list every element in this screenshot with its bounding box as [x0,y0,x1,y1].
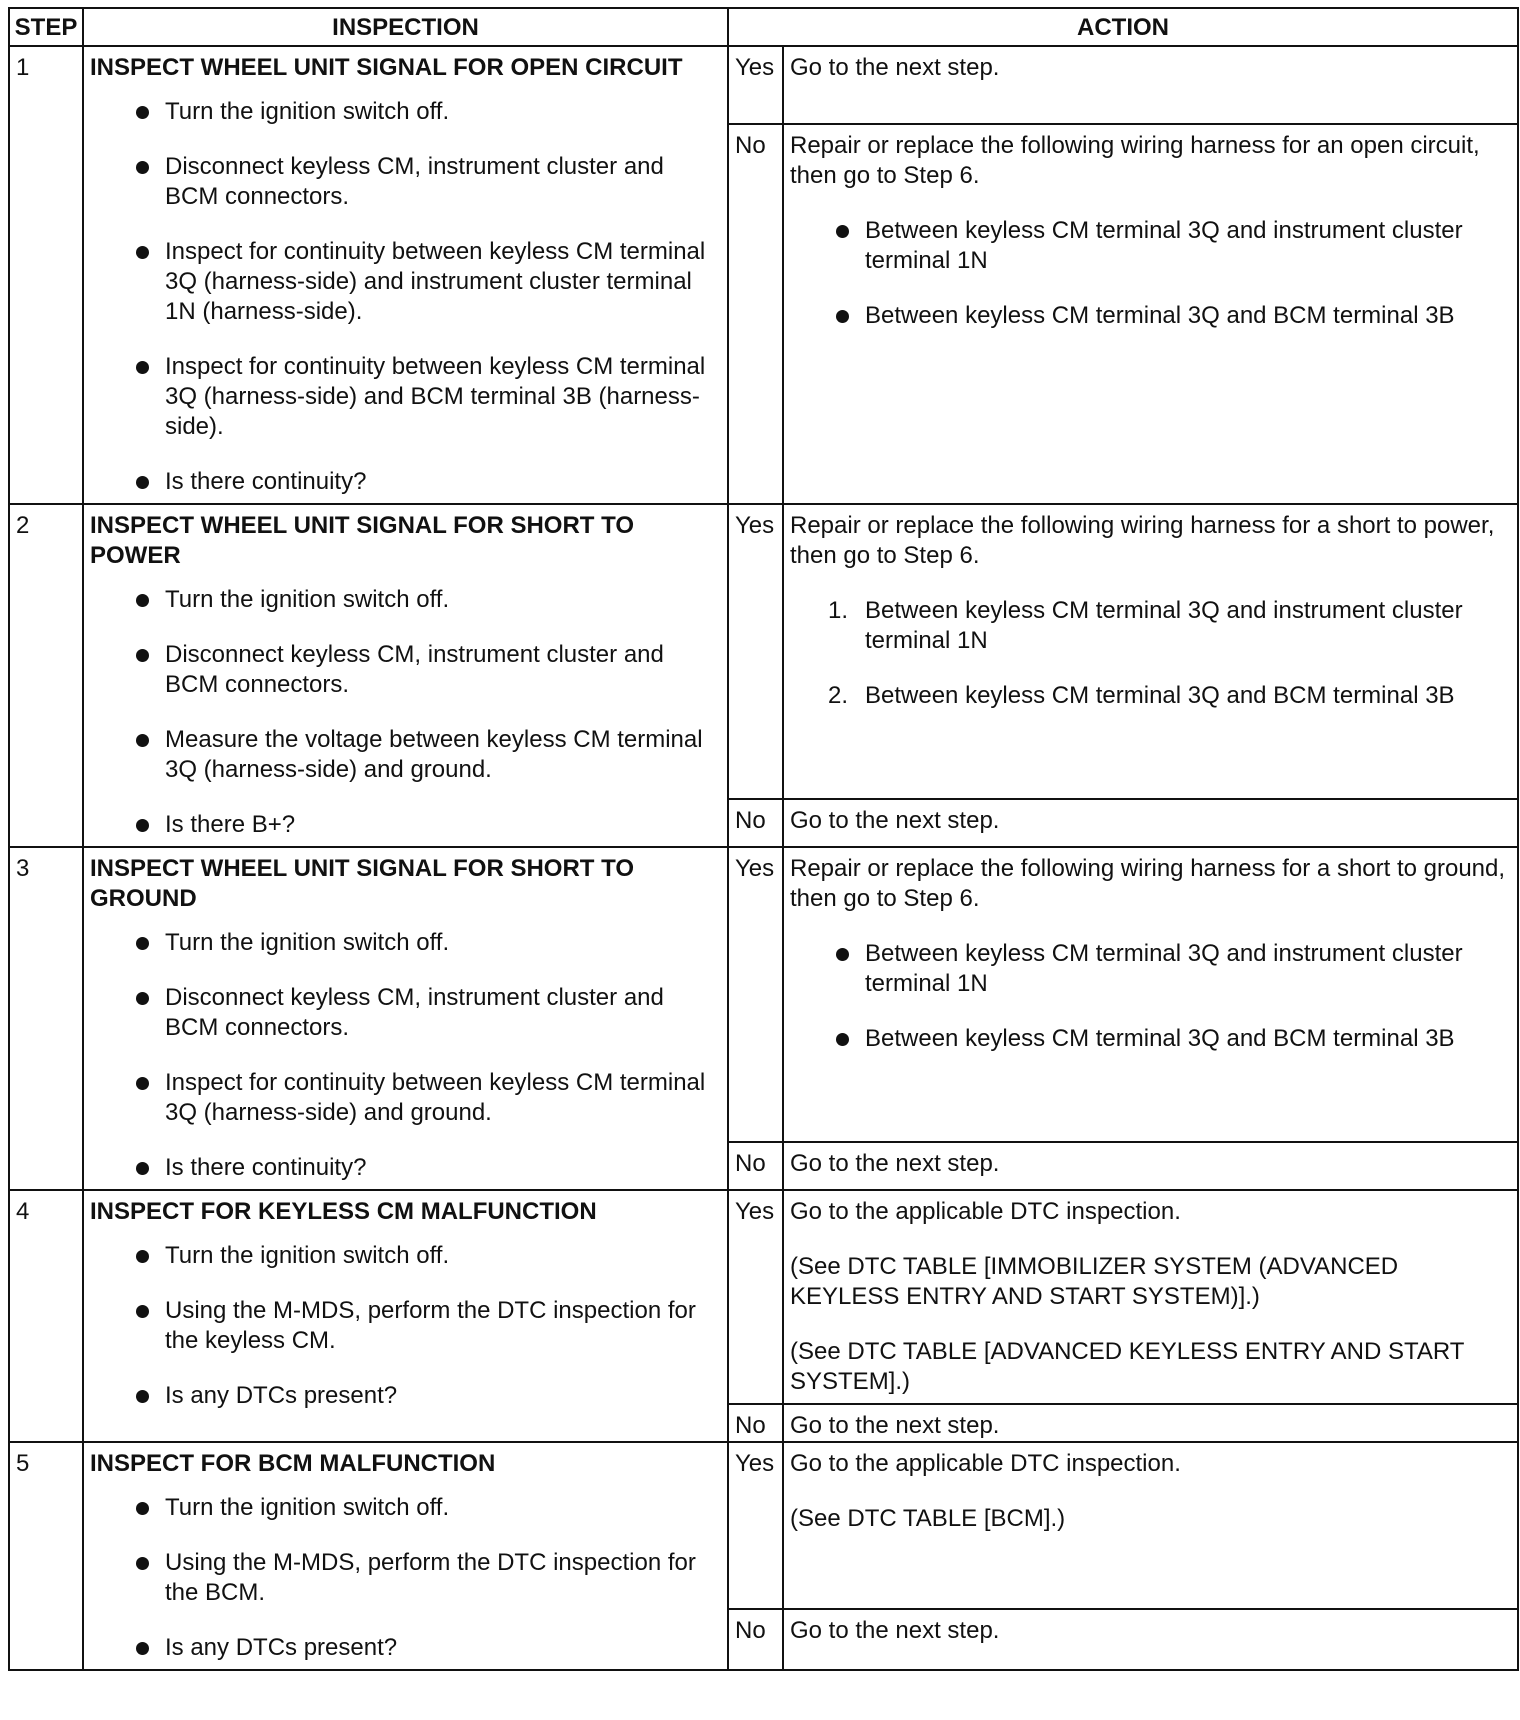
yes-action-cell: Go to the next step. [783,46,1518,124]
step-number: 3 [9,847,83,1190]
table-row [9,1442,1518,1609]
list-item: 1. Between keyless CM terminal 3Q and instrument cluster terminal 1N [828,597,1463,654]
step-number: 1 [9,46,83,504]
no-label: No [728,1609,783,1670]
table-row [9,1190,1518,1404]
step-number: 2 [9,504,83,847]
inspection-cell [83,46,728,504]
bullet-icon [136,819,149,832]
list-item: Between keyless CM terminal 3Q and instrument cluster terminal 1N [790,939,1511,999]
list-item: Turn the ignition switch off. [90,585,721,615]
list-item: Between keyless CM terminal 3Q and instrument cluster terminal 1N [790,216,1511,276]
bullet-icon [836,1033,849,1046]
bullet-icon [136,246,149,259]
bullet-icon [836,225,849,238]
no-action-cell: Go to the next step. [783,1404,1518,1442]
no-label: No [728,1404,783,1442]
yes-action-cell: Repair or replace the following wiring harness for a short to ground, then go to Step 6. Between keyless CM terminal 3Q and instrument cluster terminal 1N Between keyless CM terminal 3Q and BCM terminal 3B [783,847,1518,1142]
bullet-icon [136,649,149,662]
no-label: No [728,1142,783,1190]
bullet-icon [136,1557,149,1570]
list-item: Turn the ignition switch off. [90,928,721,958]
inspection-bullet-list [90,928,721,1183]
bullet-icon [136,1642,149,1655]
yes-label: Yes [728,504,783,799]
table-row [9,847,1518,1142]
bullet-icon [136,1250,149,1263]
list-item: Inspect for continuity between keyless CM terminal 3Q (harness-side) and BCM terminal 3B (harness-side). [90,352,721,442]
list-item: Between keyless CM terminal 3Q and BCM terminal 3B [790,301,1511,331]
action-numbered-list [790,596,1511,711]
inspection-cell [83,847,728,1190]
bullet-icon [136,361,149,374]
inspection-cell [83,1190,728,1442]
yes-label: Yes [728,46,783,124]
list-item: Inspect for continuity between keyless CM terminal 3Q (harness-side) and instrument cluster terminal 1N (harness-side). [90,237,721,327]
list-item: Turn the ignition switch off. [90,1241,721,1271]
list-item: Using the M-MDS, perform the DTC inspection for the BCM. [90,1548,721,1608]
bullet-icon [136,937,149,950]
action-column-header: ACTION [728,8,1518,46]
yes-label: Yes [728,1190,783,1404]
bullet-icon [136,106,149,119]
table-header-row [9,8,1518,46]
bullet-icon [136,594,149,607]
table-row [9,504,1518,799]
bullet-icon [136,476,149,489]
list-item: Using the M-MDS, perform the DTC inspection for the keyless CM. [90,1296,721,1356]
inspection-cell [83,504,728,847]
list-item: 2. Between keyless CM terminal 3Q and BCM terminal 3B [828,682,1455,709]
bullet-icon [136,1162,149,1175]
no-action-cell: Go to the next step. [783,1609,1518,1670]
list-item: Turn the ignition switch off. [90,97,721,127]
list-item: Disconnect keyless CM, instrument cluster and BCM connectors. [90,640,721,700]
inspection-title: INSPECT FOR KEYLESS CM MALFUNCTION [90,1198,597,1225]
list-item: Is there continuity? [90,467,721,497]
list-item: Disconnect keyless CM, instrument cluster and BCM connectors. [90,983,721,1043]
step-number: 4 [9,1190,83,1442]
bullet-icon [136,1390,149,1403]
list-item: Disconnect keyless CM, instrument cluster and BCM connectors. [90,152,721,212]
no-action-cell: Repair or replace the following wiring harness for an open circuit, then go to Step 6. Between keyless CM terminal 3Q and instrument cluster terminal 1N Between keyless CM terminal 3Q and BCM terminal 3B [783,124,1518,504]
action-bullet-list [790,939,1511,1054]
list-item: Inspect for continuity between keyless CM terminal 3Q (harness-side) and ground. [90,1068,721,1128]
bullet-icon [136,992,149,1005]
yes-action-cell: Go to the applicable DTC inspection. (See DTC TABLE [BCM].) [783,1442,1518,1609]
diagnostic-procedure-table [8,7,1519,1671]
action-bullet-list [790,216,1511,331]
yes-action-cell: Repair or replace the following wiring harness for a short to power, then go to Step 6. 1. Between keyless CM terminal 3Q and instrument cluster terminal 1N 2. Between keyless CM terminal 3Q and BCM terminal 3B [783,504,1518,799]
inspection-bullet-list [90,1493,721,1663]
bullet-icon [136,1502,149,1515]
no-label: No [728,799,783,847]
inspection-title: INSPECT WHEEL UNIT SIGNAL FOR OPEN CIRCUIT [90,54,683,81]
inspection-title: INSPECT WHEEL UNIT SIGNAL FOR SHORT TO POWER [90,512,635,569]
list-item: Is any DTCs present? [90,1381,721,1411]
list-item: Is there B+? [90,810,721,840]
no-action-cell: Go to the next step. [783,1142,1518,1190]
bullet-icon [136,734,149,747]
yes-label: Yes [728,847,783,1142]
inspection-cell [83,1442,728,1670]
bullet-icon [836,948,849,961]
inspection-column-header: INSPECTION [83,8,728,46]
dtc-table-reference: (See DTC TABLE [ADVANCED KEYLESS ENTRY AND START SYSTEM].) [790,1338,1464,1395]
yes-label: Yes [728,1442,783,1609]
list-item: Is any DTCs present? [90,1633,721,1663]
list-item: Measure the voltage between keyless CM terminal 3Q (harness-side) and ground. [90,725,721,785]
list-item: Turn the ignition switch off. [90,1493,721,1523]
dtc-table-reference: (See DTC TABLE [BCM].) [790,1505,1066,1532]
inspection-bullet-list [90,1241,721,1411]
list-item: Is there continuity? [90,1153,721,1183]
bullet-icon [836,310,849,323]
list-item: Between keyless CM terminal 3Q and BCM terminal 3B [790,1024,1511,1054]
no-label: No [728,124,783,504]
yes-action-cell: Go to the applicable DTC inspection. (See DTC TABLE [IMMOBILIZER SYSTEM (ADVANCED KEYLESS ENTRY AND START SYSTEM)].) (See DTC TABLE [ADVANCED KEYLESS ENTRY AND START SYSTEM].) [783,1190,1518,1404]
inspection-title: INSPECT WHEEL UNIT SIGNAL FOR SHORT TO GROUND [90,855,635,912]
bullet-icon [136,1305,149,1318]
dtc-table-reference: (See DTC TABLE [IMMOBILIZER SYSTEM (ADVANCED KEYLESS ENTRY AND START SYSTEM)].) [790,1253,1399,1310]
bullet-icon [136,1077,149,1090]
bullet-icon [136,161,149,174]
inspection-bullet-list [90,97,721,497]
step-column-header: STEP [9,8,83,46]
step-number: 5 [9,1442,83,1670]
inspection-title: INSPECT FOR BCM MALFUNCTION [90,1450,496,1477]
table-row [9,46,1518,124]
inspection-bullet-list [90,585,721,840]
no-action-cell: Go to the next step. [783,799,1518,847]
